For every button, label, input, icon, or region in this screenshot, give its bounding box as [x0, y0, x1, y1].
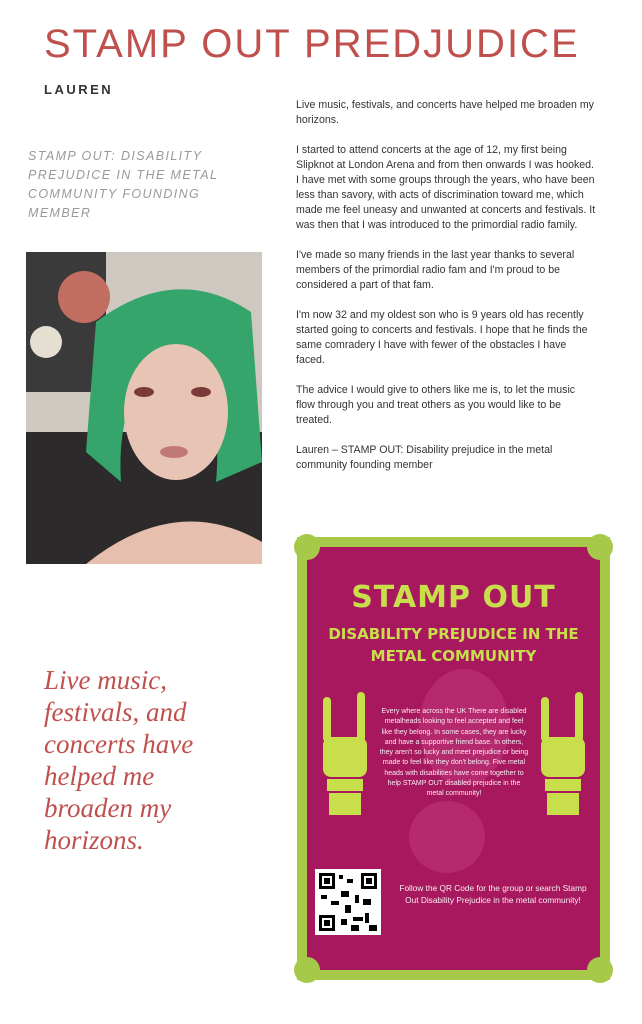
body-paragraph: I've made so many friends in the last year thanks to several members of the primordial radio fam and I'm proud to be considered a part of that fam. [296, 249, 575, 291]
body-paragraph: The advice I would give to others like me is, to let the music flow through you and treat others as you would like to be treated. [296, 384, 576, 426]
poster-corner [587, 534, 613, 560]
poster-corner [294, 957, 320, 983]
author-subtitle: STAMP OUT: DISABILITY PREJUDICE IN THE METAL COMMUNITY FOUNDING MEMBER [28, 149, 219, 220]
poster-corner [294, 534, 320, 560]
body-paragraph: Live music, festivals, and concerts have helped me broaden my horizons. [296, 99, 594, 126]
poster-corner [587, 957, 613, 983]
poster-body: Every where across the UK There are disabled metalheads looking to feel accepted and feel like they belong. In some cases, they are lucky and have a supportive friend base. In others, they aren't so lucky and meet prejudice or being made to feel like they don't belong. Five metal heads with disabilities have come together to help STAMP OUT disabled prejudice in the metal community! [379, 708, 529, 798]
rock-hand-icon [317, 687, 373, 817]
qr-code-icon [315, 869, 381, 935]
page-title: STAMP OUT PREDJUDICE [44, 22, 580, 66]
article-body [296, 98, 596, 488]
poster [297, 537, 610, 980]
author-name: LAUREN [44, 82, 114, 97]
body-paragraph: I'm now 32 and my oldest son who is 9 years old has recently started going to concerts and festivals. I hope that he finds the same comradery I have with fewer of the obstacles I have faced. [296, 309, 588, 366]
pull-quote: Live music, festivals, and concerts have helped me broaden my horizons. [44, 665, 194, 855]
poster-subheading: DISABILITY PREJUDICE IN THE METAL COMMUNITY [328, 625, 579, 665]
author-photo [26, 252, 262, 564]
body-paragraph: Lauren – STAMP OUT: Disability prejudice in the metal community founding member [296, 444, 553, 471]
body-paragraph: I started to attend concerts at the age of 12, my first being Slipknot at London Arena and from then onwards I was hooked. I have met with some groups through the years, who have been less than savory, with acts of discrimination toward me, which made me feel uneasy and unwanted at concerts and festivals. It was then that I was introduced to the primordial radio family. [296, 144, 596, 231]
poster-heading: STAMP OUT [351, 580, 556, 615]
poster-footer: Follow the QR Code for the group or search Stamp Out Disability Prejudice in the metal community! [399, 883, 587, 905]
rock-hand-icon [535, 687, 591, 817]
